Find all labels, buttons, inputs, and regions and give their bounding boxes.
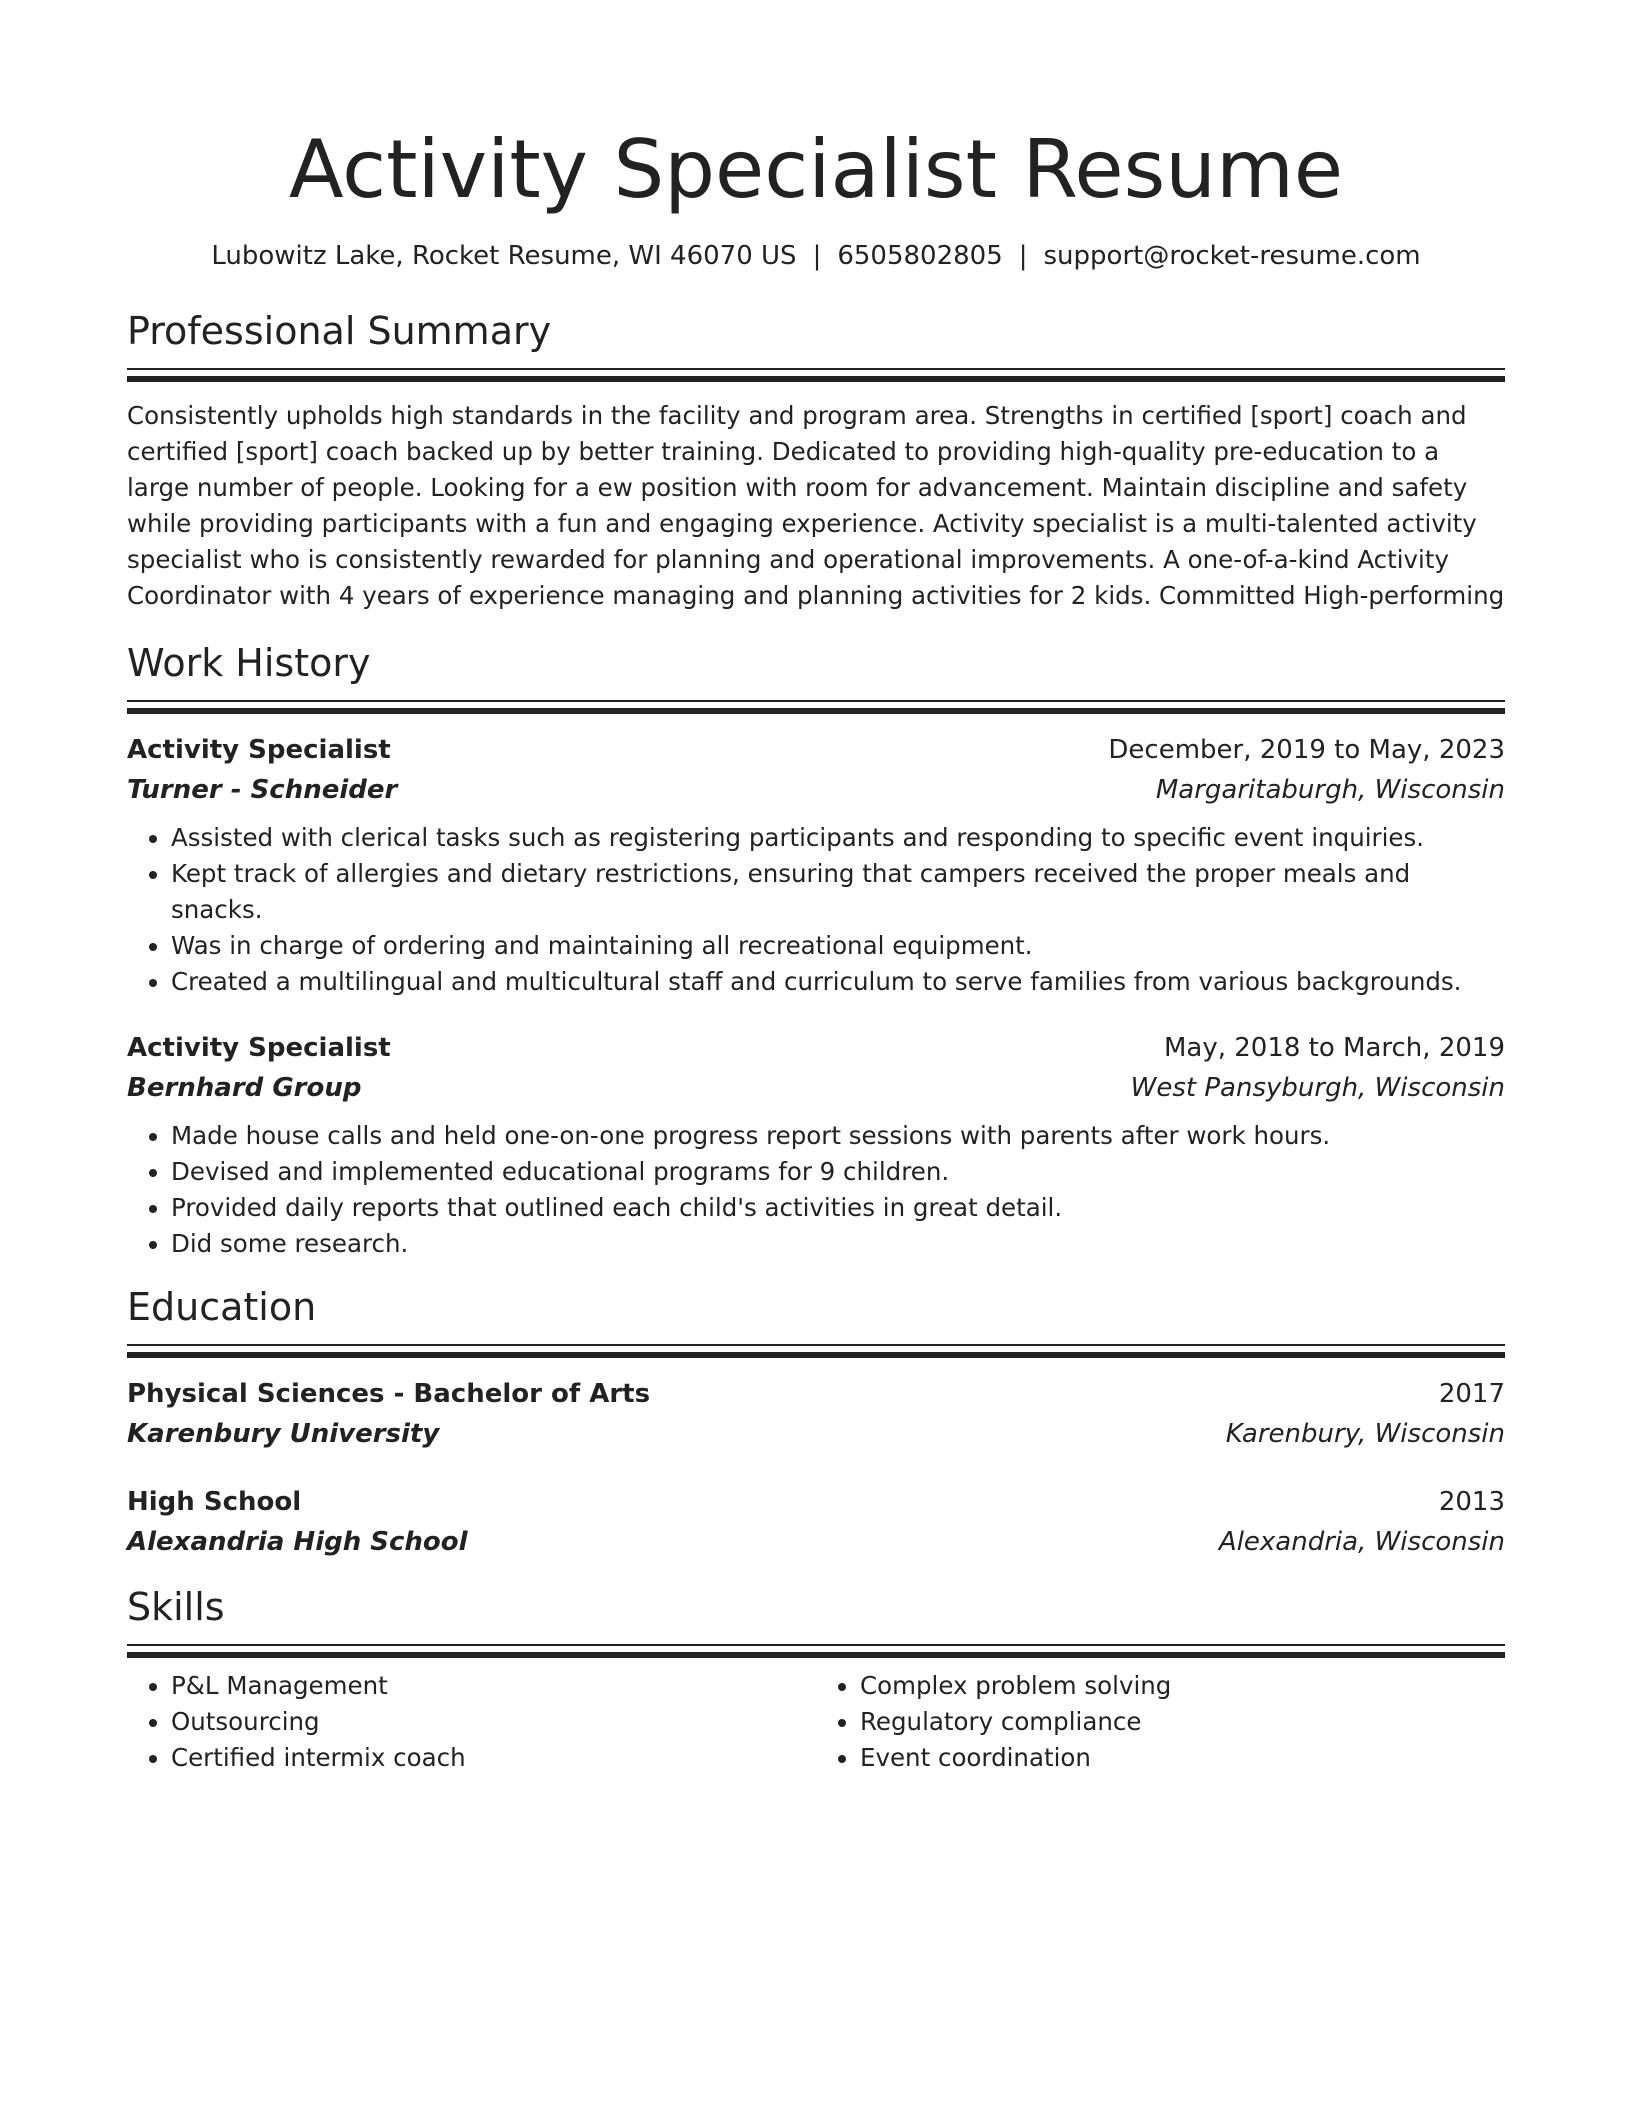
skill-item: • Event coordination [860, 1740, 1505, 1776]
contact-separator: | [812, 241, 822, 271]
education-school: Karenbury University [127, 1419, 440, 1449]
job-dates: May, 2018 to March, 2019 [1163, 1033, 1505, 1063]
contact-address: Lubowitz Lake, Rocket Resume, WI 46070 US [211, 241, 797, 271]
list-item: • Was in charge of ordering and maintaining all recreational equipment. [171, 928, 1505, 964]
education-location: Karenbury, Wisconsin [1225, 1419, 1505, 1449]
education-degree: Physical Sciences - Bachelor of Arts [127, 1379, 651, 1409]
job-duties [127, 820, 1505, 1000]
education-year: 2013 [1438, 1487, 1505, 1517]
section-divider [127, 368, 1505, 382]
job-location: West Pansyburgh, Wisconsin [1130, 1073, 1505, 1103]
summary-section [127, 308, 1505, 614]
skill-item: • Outsourcing [171, 1704, 816, 1740]
job-company: Bernhard Group [127, 1073, 362, 1103]
list-item: • Provided daily reports that outlined each child's activities in great detail. [171, 1190, 1505, 1226]
list-item: • Created a multilingual and multicultural staff and curriculum to serve families from various backgrounds. [171, 964, 1505, 1000]
education-section [127, 1284, 1505, 1562]
contact-line [127, 240, 1505, 272]
work-history-section [127, 640, 1505, 1262]
list-item: • Did some research. [171, 1226, 1505, 1262]
job-title: Activity Specialist [127, 1033, 391, 1063]
job-company: Turner - Schneider [127, 775, 398, 805]
skill-item: • Complex problem solving [860, 1668, 1505, 1704]
section-divider [127, 1344, 1505, 1358]
section-title-summary: Professional Summary [127, 309, 552, 353]
education-entry [127, 1482, 1505, 1562]
skill-item: • P&L Management [171, 1668, 816, 1704]
contact-email: support@rocket-resume.com [1043, 241, 1421, 271]
education-school: Alexandria High School [127, 1527, 468, 1557]
section-title-work: Work History [127, 641, 371, 685]
job-entry [127, 1028, 1505, 1262]
job-title: Activity Specialist [127, 735, 391, 765]
list-item: • Kept track of allergies and dietary restrictions, ensuring that campers received the proper meals and snacks. [171, 856, 1505, 928]
skill-item: • Regulatory compliance [860, 1704, 1505, 1740]
skills-grid [127, 1668, 1505, 1776]
skills-column-left [127, 1668, 816, 1776]
section-title-education: Education [127, 1285, 317, 1329]
job-dates: December, 2019 to May, 2023 [1108, 735, 1505, 765]
education-degree: High School [127, 1487, 302, 1517]
section-divider [127, 1644, 1505, 1658]
section-title-skills: Skills [127, 1585, 225, 1629]
contact-separator: | [1018, 241, 1028, 271]
list-item: • Made house calls and held one-on-one progress report sessions with parents after work hours. [171, 1118, 1505, 1154]
section-divider [127, 700, 1505, 714]
contact-phone: 6505802805 [837, 241, 1003, 271]
skills-column-right [816, 1668, 1505, 1776]
list-item: • Assisted with clerical tasks such as registering participants and responding to specific event inquiries. [171, 820, 1505, 856]
job-duties [127, 1118, 1505, 1262]
list-item: • Devised and implemented educational programs for 9 children. [171, 1154, 1505, 1190]
resume-title: Activity Specialist Resume [288, 123, 1344, 216]
skills-section [127, 1584, 1505, 1776]
education-year: 2017 [1438, 1379, 1505, 1409]
job-entry [127, 730, 1505, 1000]
job-location: Margaritaburgh, Wisconsin [1155, 775, 1505, 805]
summary-text: Consistently upholds high standards in the facility and program area. Strengths in certified [sport] coach and certified [sport] coach backed up by better training. Dedicated to providing high-quality pre-education to a large number of people. Looking for a ew position with room for advancement. Maintain discipline and safety while providing participants with a fun and engaging experience. Activity specialist is a multi-talented activity specialist who is consistently rewarded for planning and operational improvements. A one-of-a-kind Activity Coordinator with 4 years of experience managing and planning activities for 2 kids. Committed High-performing [127, 401, 1505, 610]
skill-item: • Certified intermix coach [171, 1740, 816, 1776]
education-entry [127, 1374, 1505, 1454]
education-location: Alexandria, Wisconsin [1218, 1527, 1505, 1557]
